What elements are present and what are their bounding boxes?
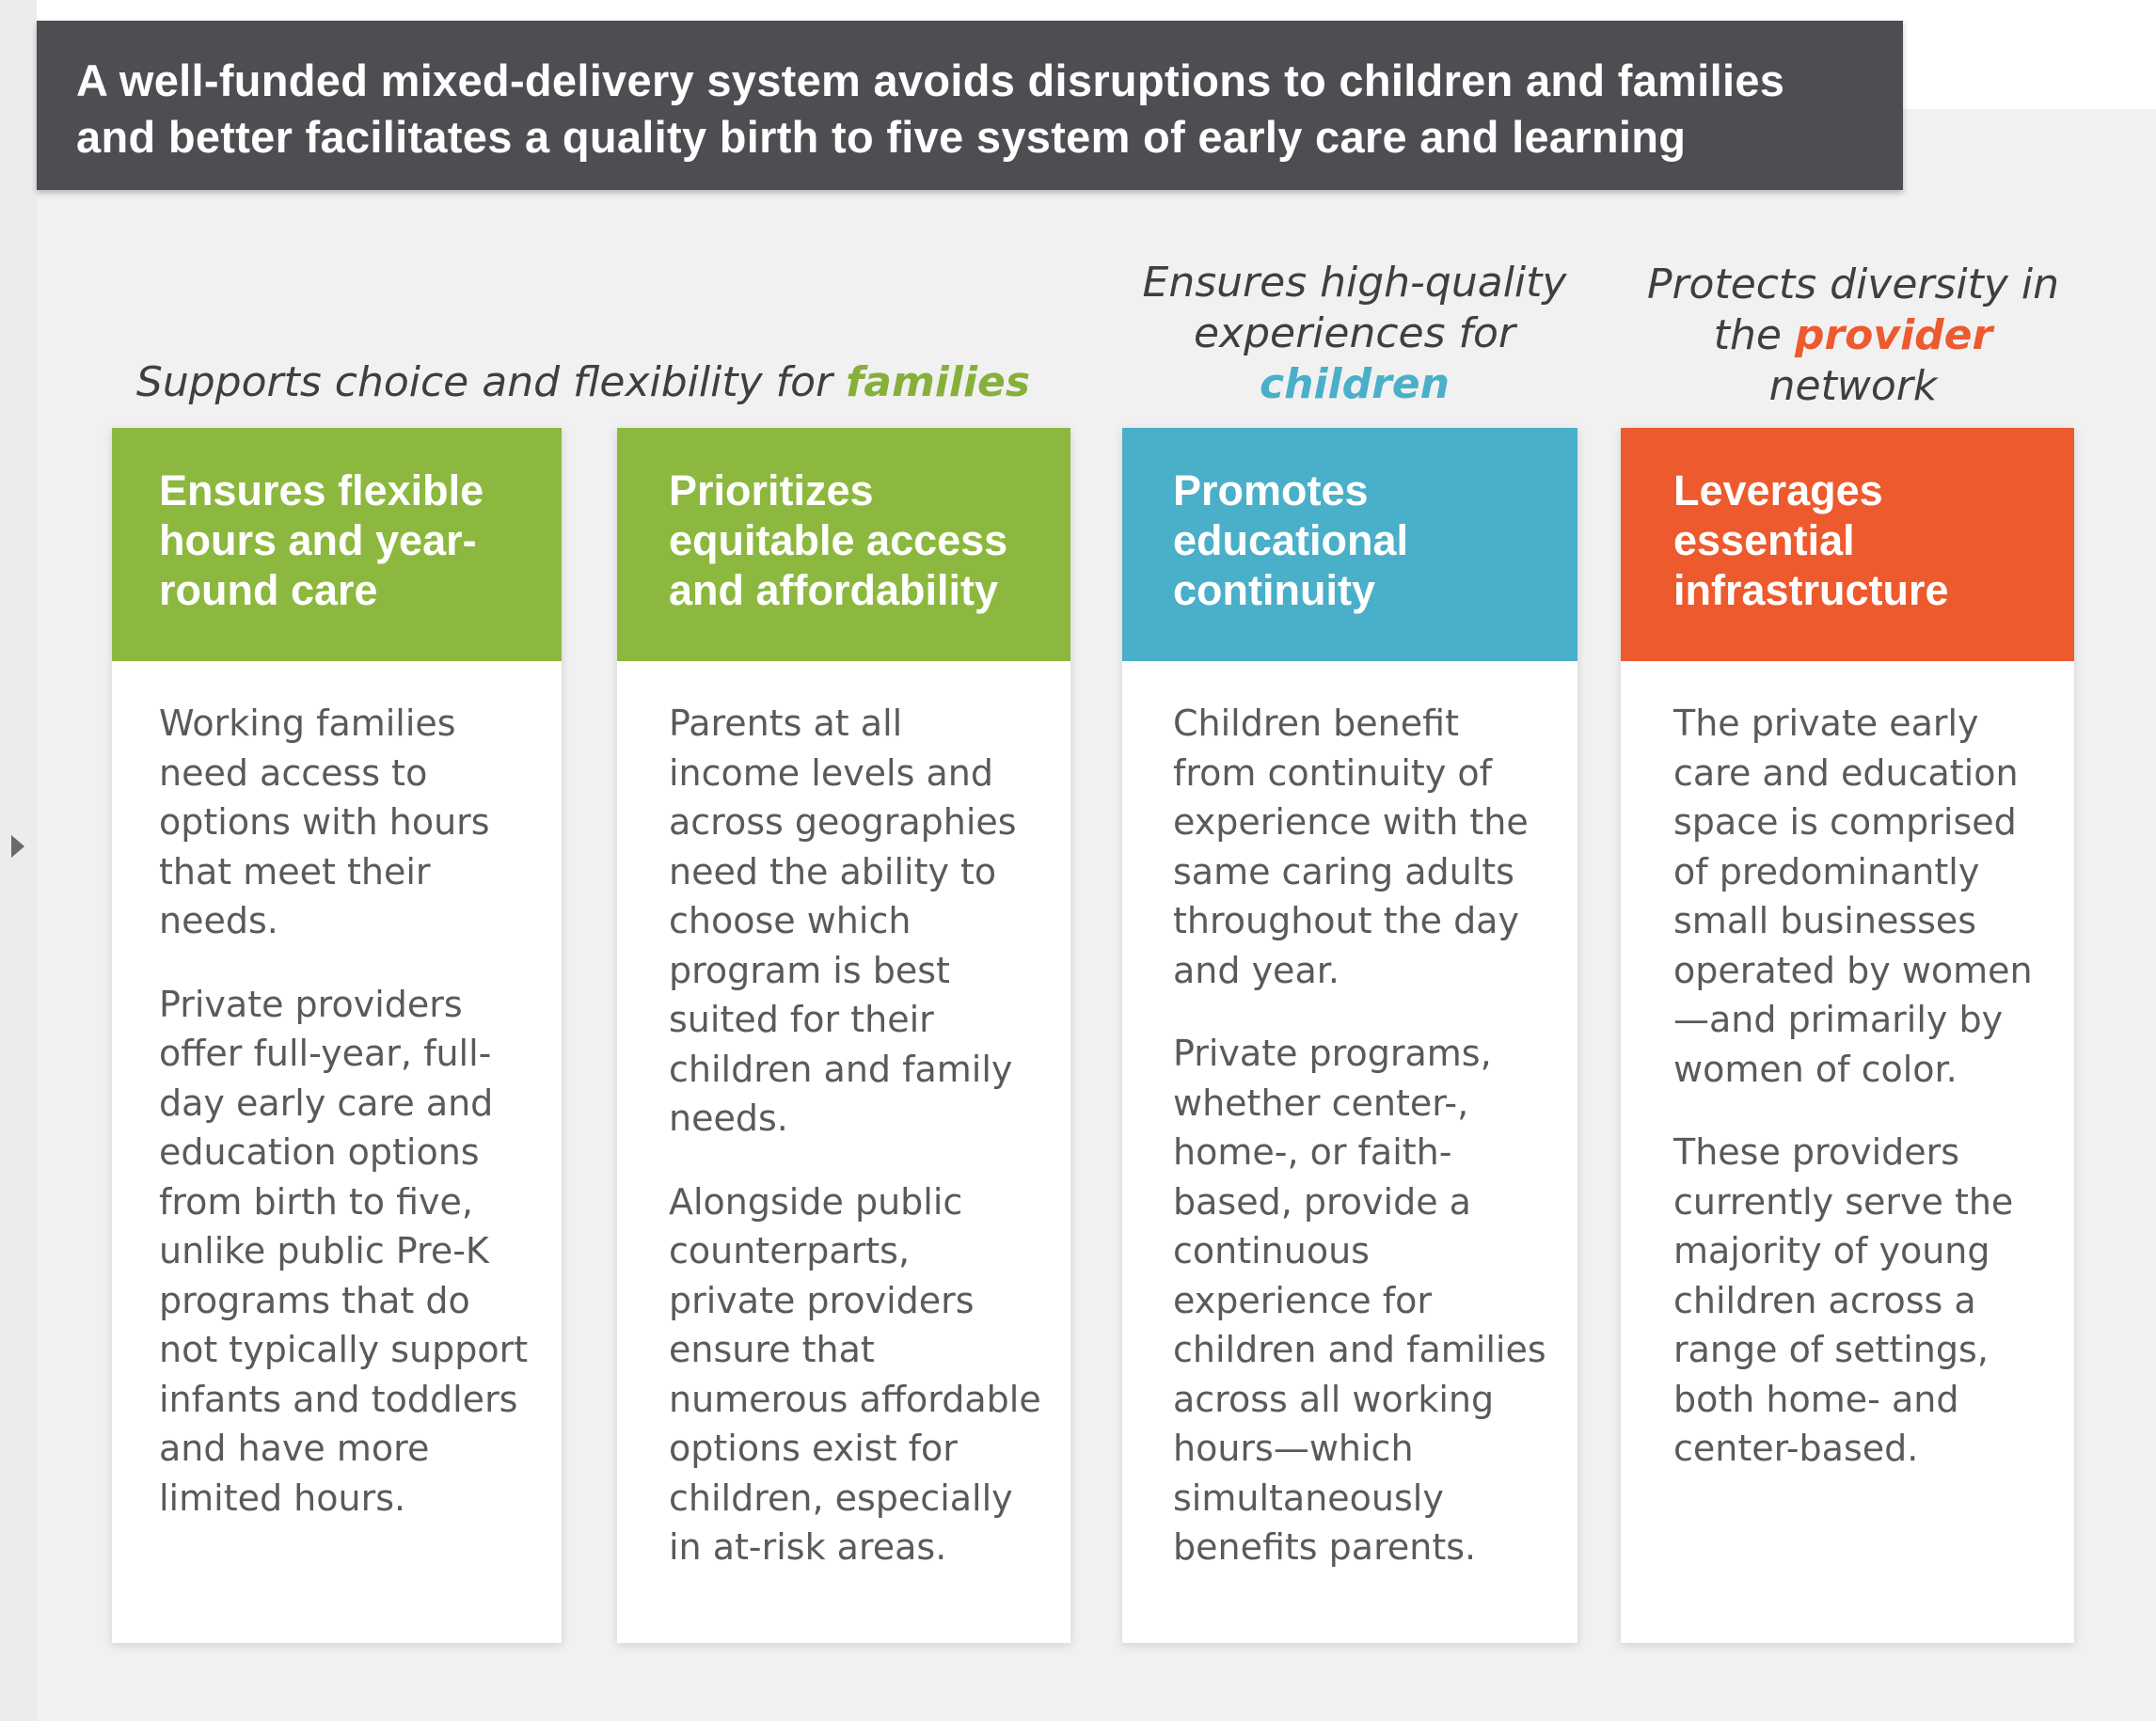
card-heading: Promotes educational continuity <box>1122 428 1577 661</box>
card-paragraph: Children benefit from continuity of experience with the same caring adults throughout the day and year. <box>1173 703 1529 991</box>
card-paragraph: The private early care and education space is comprised of predominantly small businesses operated by women—and primarily by women of color. <box>1673 703 2033 1090</box>
tagline-provider-before: the <box>1713 311 1795 359</box>
card-paragraph: Private programs, whether center-, home-, or faith-based, provide a continuous experience for children and families across all working hours—which simultaneously benefits parents. <box>1173 1033 1546 1568</box>
tagline-families <box>113 357 1054 408</box>
title-banner <box>37 21 1903 190</box>
page-title-line-1: A well-funded mixed-delivery system avoids disruptions to children and families <box>76 55 1785 105</box>
card-heading: Ensures flexible hours and year-round care <box>112 428 562 661</box>
card-body <box>1122 661 1577 1572</box>
card-educational-continuity <box>1122 428 1577 1643</box>
card-essential-infrastructure <box>1621 428 2074 1643</box>
tagline-provider-accent: provider <box>1794 311 1993 359</box>
tagline-families-text: Supports choice and flexibility for <box>135 358 847 406</box>
card-paragraph: Working families need access to options with hours that meet their needs. <box>159 703 490 941</box>
card-paragraph: Private providers offer full-year, full-day early care and education options from birth to five, unlike public Pre-K programs that do not typically support infants and toddlers and have more limited hours. <box>159 983 529 1519</box>
card-body <box>112 661 562 1523</box>
card-paragraph: These providers currently serve the majority of young children across a range of settings, both home- and center-based. <box>1673 1131 2014 1469</box>
card-paragraph: Parents at all income levels and across geographies need the ability to choose which program is best suited for their children and family needs. <box>669 703 1017 1139</box>
tagline-provider-line-1: Protects diversity in <box>1646 261 2060 308</box>
left-side-strip <box>0 0 37 1721</box>
card-flexible-hours <box>112 428 562 1643</box>
card-heading: Prioritizes equitable access and affordability <box>617 428 1070 661</box>
tagline-children <box>1119 258 1590 410</box>
tagline-children-line-1: Ensures high-quality <box>1142 259 1567 307</box>
caret-right-icon[interactable] <box>11 835 24 858</box>
tagline-children-accent: children <box>1260 360 1450 408</box>
tagline-provider-line-3: network <box>1768 362 1938 410</box>
card-body <box>1621 661 2074 1474</box>
tagline-provider <box>1618 260 2088 412</box>
page-title-line-2: and better facilitates a quality birth to five system of early care and learning <box>76 112 1687 162</box>
card-paragraph: Alongside public counterparts, private providers ensure that numerous affordable options exist for children, especially in at-risk areas. <box>669 1180 1041 1568</box>
tagline-families-accent: families <box>846 358 1031 406</box>
top-right-blank <box>1902 0 2156 109</box>
card-body <box>617 661 1070 1572</box>
card-heading: Leverages essential infrastructure <box>1621 428 2074 661</box>
tagline-children-line-2: experiences for <box>1193 309 1516 357</box>
card-equitable-access <box>617 428 1070 1643</box>
page-title <box>76 53 1863 166</box>
